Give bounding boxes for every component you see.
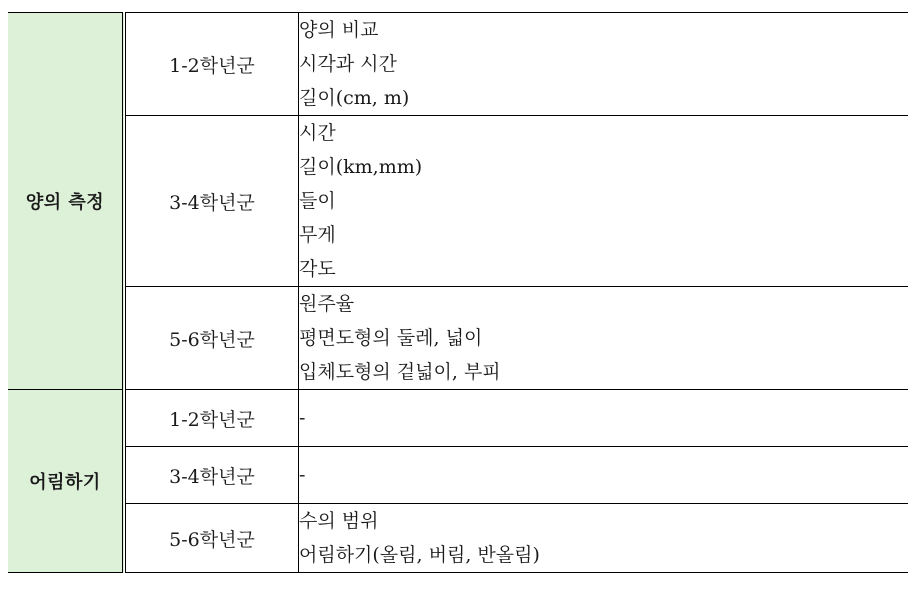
area-name-cell: 양의 측정 [8,13,124,390]
table-row [8,447,908,504]
content-item: 각도 [299,258,336,280]
content-cell [299,390,909,447]
content-item: 양의 비교 [299,19,379,41]
content-item: - [299,464,306,486]
content-item: 무게 [299,224,336,246]
content-item: 시간 [299,122,336,144]
table-row [8,390,908,447]
curriculum-table [8,12,908,573]
content-item: - [299,407,306,429]
grade-cell: 3-4학년군 [124,116,299,287]
content-item: 원주율 [299,293,355,315]
table-row [8,504,908,573]
content-cell [299,287,909,390]
table-row [8,13,908,116]
content-item: 들이 [299,190,336,212]
table-row [8,116,908,287]
grade-cell: 1-2학년군 [124,390,299,447]
area-name-cell: 어림하기 [8,390,124,573]
content-item: 어림하기(올림, 버림, 반올림) [299,544,540,566]
content-cell [299,116,909,287]
grade-cell: 5-6학년군 [124,504,299,573]
content-item: 길이(km,mm) [299,156,423,178]
content-item: 시각과 시간 [299,53,397,75]
grade-cell: 1-2학년군 [124,13,299,116]
content-item: 길이(cm, m) [299,87,410,109]
content-cell [299,504,909,573]
grade-cell: 5-6학년군 [124,287,299,390]
content-item: 평면도형의 둘레, 넓이 [299,327,483,349]
grade-cell: 3-4학년군 [124,447,299,504]
content-item: 입체도형의 겉넓이, 부피 [299,361,501,383]
content-cell [299,447,909,504]
table-row [8,287,908,390]
content-item: 수의 범위 [299,510,379,532]
content-cell [299,13,909,116]
